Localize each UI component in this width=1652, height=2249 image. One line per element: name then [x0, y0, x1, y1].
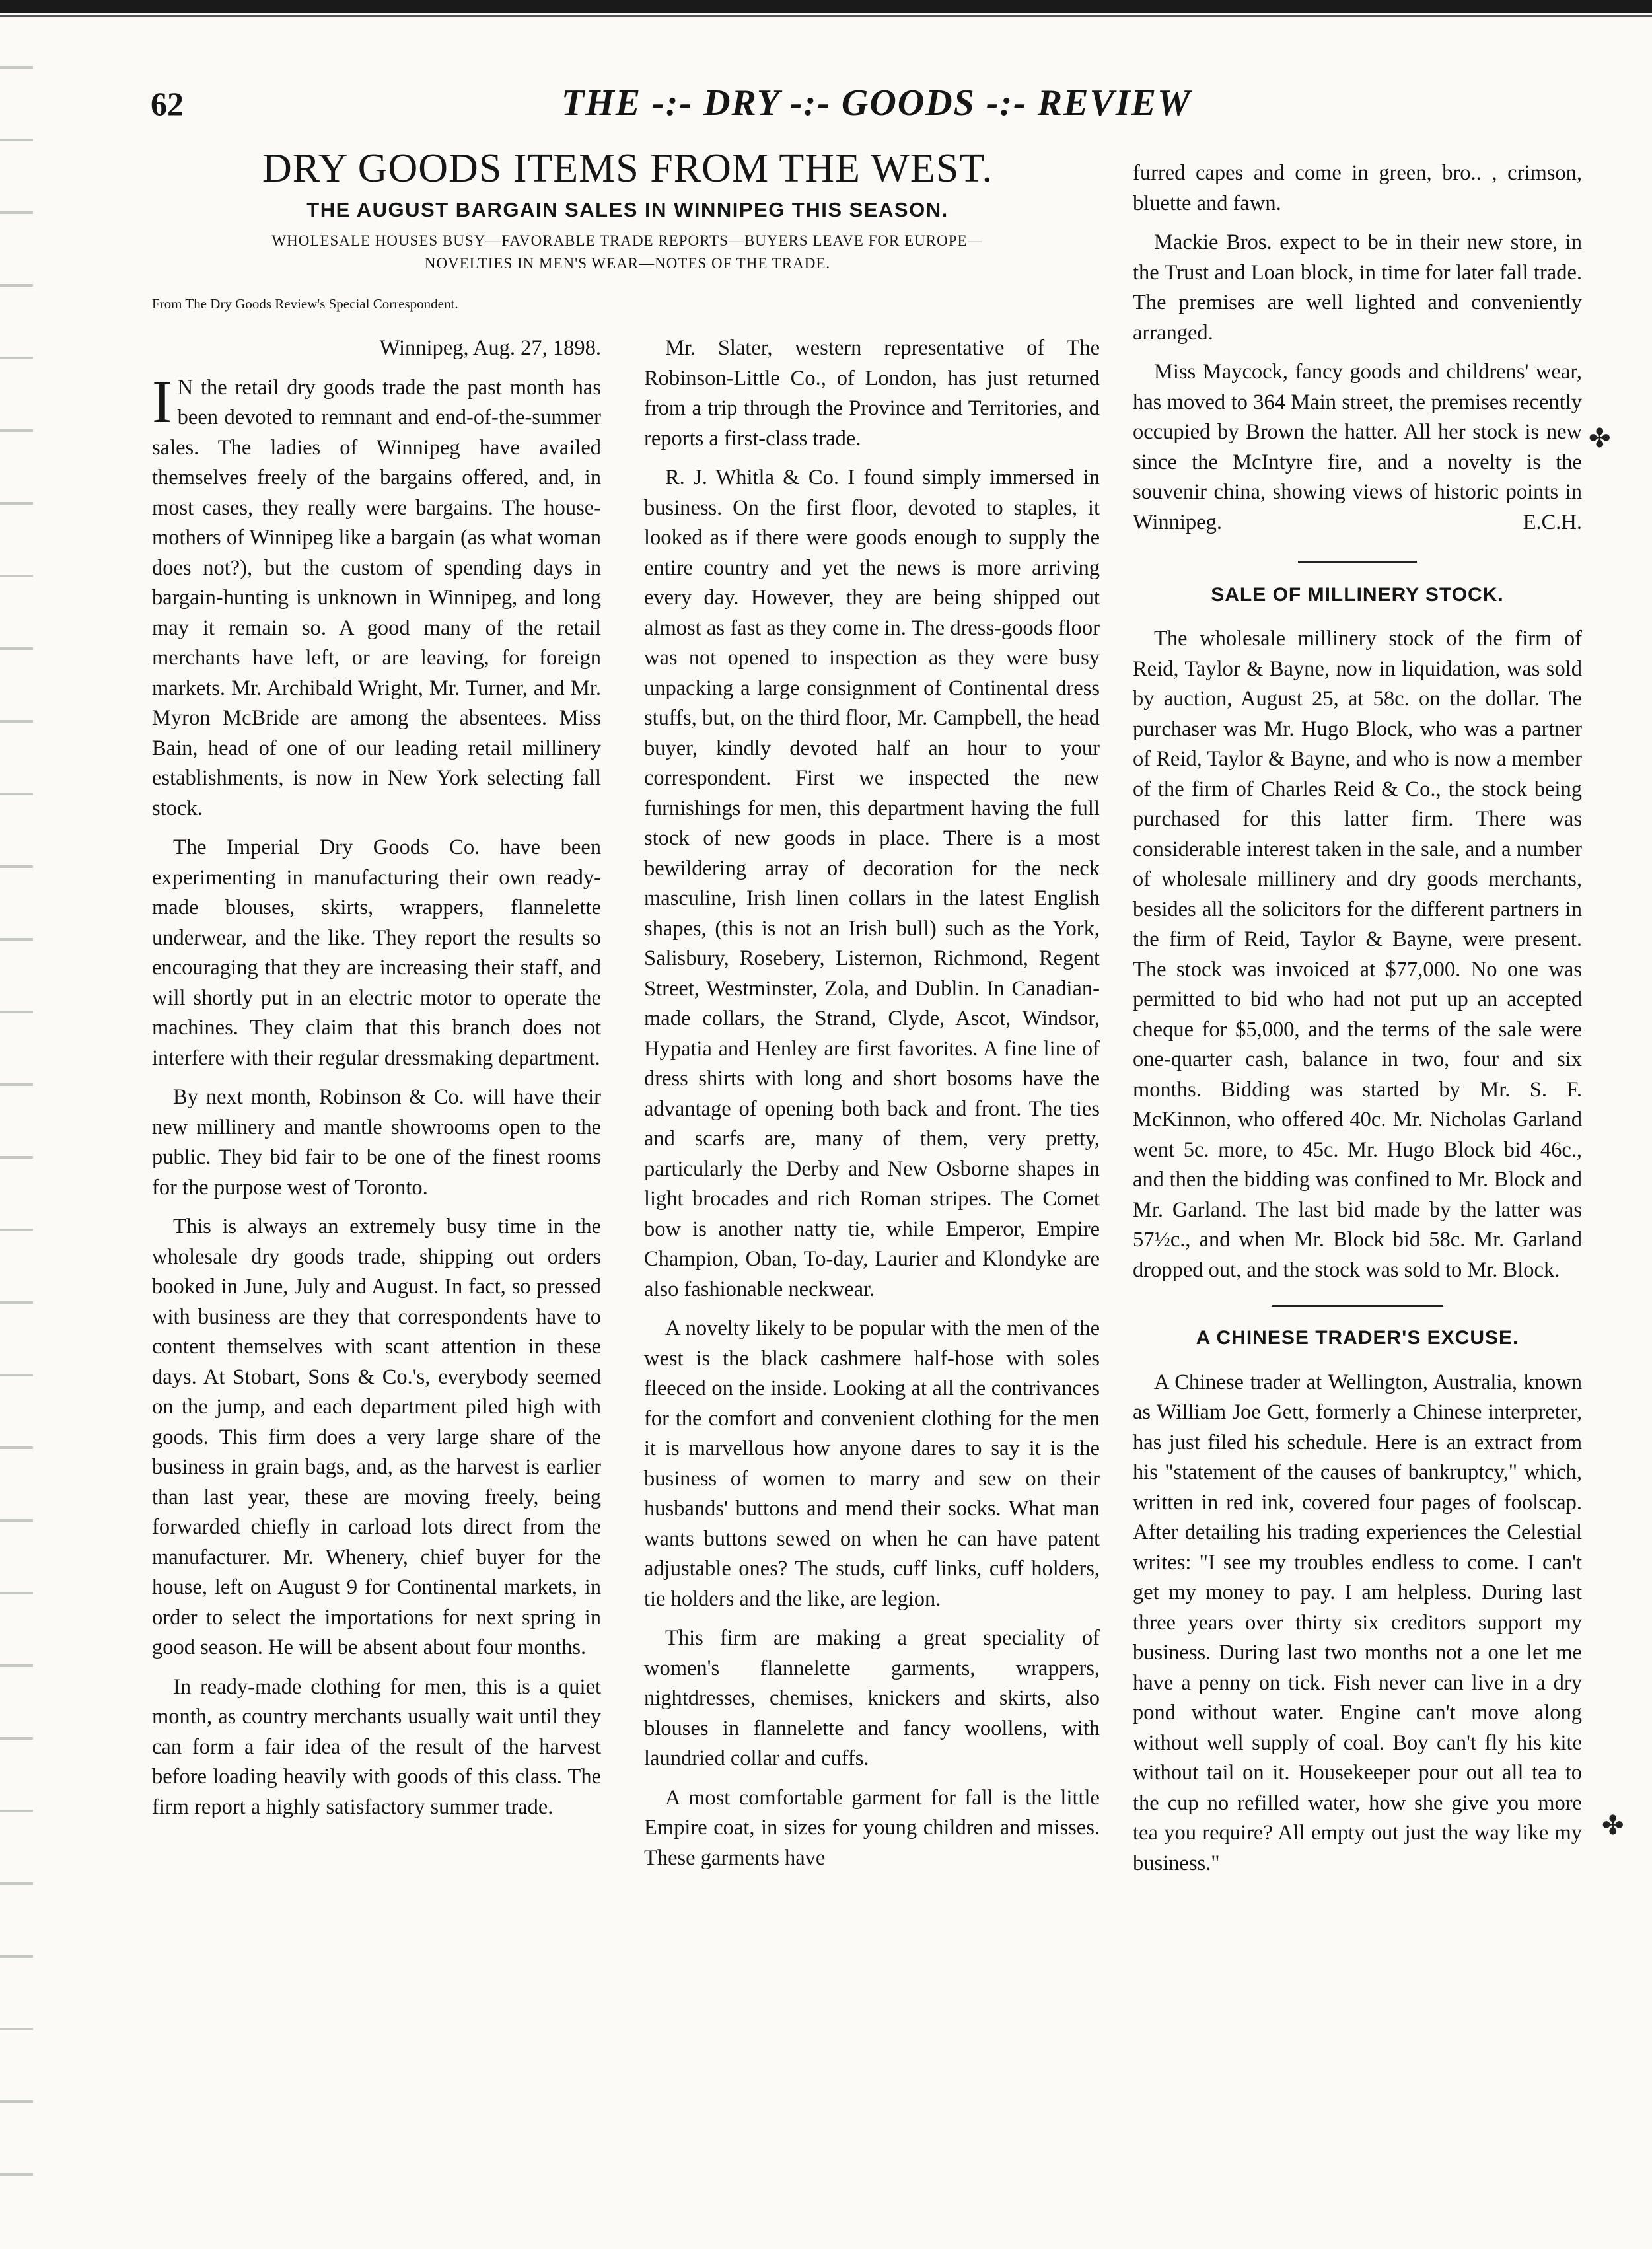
- drop-cap: I: [152, 367, 172, 435]
- column-1: [152, 334, 601, 1832]
- paragraph: A novelty likely to be popular with the men of the west is the black cashmere half-hose with soles fleeced on the inside. Looking at all the contrivances for the comfort and convenient clothing for the men it is marvellous how anyone dares to say it is the business of women to marry and sew on their husbands' buttons and mend their socks. What man wants buttons sewed on when he can have patent adjustable ones? The studs, cuff links, cuff holders, tie holders and the like, are legion.: [644, 1316, 1100, 1611]
- signature: E.C.H.: [1523, 511, 1582, 534]
- paragraph: In ready-made clothing for men, this is a quiet month, as country merchants usually wait until they can form a fair idea of the result of the harvest before loading heavily with goods of this class. The firm report a highly satisfactory summer trade.: [152, 1674, 601, 1819]
- scan-top-border-shadow: [0, 15, 1652, 17]
- paragraph: The Imperial Dry Goods Co. have been experimenting in manufacturing their own ready-made blouses, skirts, wrappers, flannelette underwear, and the like. They report the results so encouraging that they are increasing their staff, and will shortly put in an electric motor to operate the machines. They claim that this branch does not interfere with their regular dressmaking department.: [152, 836, 601, 1070]
- article-title: DRY GOODS ITEMS FROM THE WEST.: [262, 146, 993, 191]
- section-divider: [1298, 561, 1417, 563]
- millinery-heading: SALE OF MILLINERY STOCK.: [1211, 583, 1504, 606]
- paragraph: This firm are making a great speciality of women's flannelette garments, wrappers, nightdresses, chemises, knickers and skirts, also blouses in flannelette and fancy woollens, with laundried collar and cuffs.: [644, 1626, 1100, 1770]
- byline: From The Dry Goods Review's Special Correspondent.: [152, 296, 458, 312]
- paragraph: Mackie Bros. expect to be in their new store, in the Trust and Loan block, in time for later fall trade. The premises are well lighted and conveniently arranged.: [1133, 231, 1582, 345]
- deck-line-2: NOVELTIES IN MEN'S WEAR—NOTES OF THE TRADE.: [424, 255, 831, 271]
- paragraph-opening: [152, 367, 601, 824]
- paragraph: A Chinese trader at Wellington, Australia, known as William Joe Gett, formerly a Chinese interpreter, has just filed his schedule. Here is an extract from his "statement of the causes of bankruptcy," which, written in red ink, covered four pages of foolscap. After detailing his trading experiences the Celestial writes: "I see my troubles endless to come. I can't get my money to pay. I am helpless. During last three years over thirty six creditors support my business. During last two months not a one let me have a penny on tick. Fish never can live in a dry pond without water. Engine can't move along without well supply of coal. Boy can't fly his kite without tail on it. Housekeeper pour out all tea to the cup no refilled water, how she give you more tea you require? All empty out just the way like my business.": [1133, 1370, 1582, 1875]
- deck-line-1: WHOLESALE HOUSES BUSY—FAVORABLE TRADE REPORTS—BUYERS LEAVE FOR EUROPE—: [271, 232, 984, 249]
- opening-text: N the retail dry goods trade the past month has been devoted to remnant and end-of-the-summer sales. The ladies of Winnipeg have availed themselves freely of the bargains offered, and, in most cases, they really were bargains. The house-mothers of Winnipeg like a bargain (as what woman does not?), but the custom of spending days in bargain-hunting is unknown in Winnipeg, and long may it remain so. A good many of the retail merchants have left, or are leaving, for foreign markets. Mr. Archibald Wright, Mr. Turner, and Mr. Myron McBride are among the absentees. Miss Bain, head of one of our leading retail millinery establishments, is now in New York selecting fall stock.: [152, 375, 601, 820]
- ink-blot-icon: ✤: [1589, 423, 1611, 453]
- page-number: 62: [151, 85, 184, 122]
- paragraph: The wholesale millinery stock of the firm of Reid, Taylor & Bayne, now in liquidation, was sold by auction, August 25, at 58c. on the dollar. The purchaser was Mr. Hugo Block, who was a partner of Reid, Taylor & Bayne, and who is now a member of the firm of Charles Reid & Co., the stock being purchased for this latter firm. There was considerable interest taken in the sale, and a number of wholesale millinery and dry goods merchants, besides all the solicitors for the different partners in the firm of Reid, Taylor & Bayne, were present. The stock was invoiced at $77,000. No one was permitted to bid who had not put up an accepted cheque for $5,000, and the terms of the sale were one-quarter cash, balance in two, four and six months. Bidding was started by Mr. S. F. McKinnon, who offered 40c. Mr. Nicholas Garland went 5c. more, to 45c. Mr. Hugo Block bid 46c., and then the bidding was confined to Mr. Block and Mr. Garland. The last bid made by the latter was 57½c., and when Mr. Block bid 58c. Mr. Garland dropped out, and the stock was sold to Mr. Block.: [1133, 627, 1582, 1282]
- paragraph: R. J. Whitla & Co. I found simply immersed in business. On the first floor, devoted to staples, it looked as if there were goods enough to supply the entire country and yet the news is more arriving every day. However, they are being shipped out almost as fast as they come in. The dress-goods floor was not opened to inspection as they were busy unpacking a large consignment of Continental dress stuffs, but, on the third floor, Mr. Campbell, the head buyer, kindly devoted half an hour to your correspondent. First we inspected the new furnishings for men, this department having the full stock of new goods in place. There is a most bewildering array of decoration for the neck masculine, Irish linen collars in the latest English shapes, (this is not an Irish bull) such as the York, Salisbury, Rosebery, Listernon, Richmond, Regent Street, Westminster, Zola, and Dublin. In Canadian-made collars, the Strand, Clyde, Ascot, Windsor, Hypatia and Henley are first favorites. A fine line of dress shirts with long and short bosoms have the advantage of opening both back and front. The ties and scarfs are, many of them, very pretty, particularly the Derby and New Osborne shapes in light brocades and rich Roman stripes. The Comet bow is another natty tie, while Emperor, Empire Champion, Oban, To-day, Laurier and Klondyke are also fashionable neckwear.: [644, 466, 1100, 1301]
- scan-top-border: [0, 0, 1652, 13]
- running-head: THE -:- DRY -:- GOODS -:- REVIEW: [561, 83, 1192, 124]
- paragraph: furred capes and come in green, bro.. , crimson, bluette and fawn.: [1133, 161, 1582, 215]
- ink-blot-icon: ✤: [1602, 1810, 1624, 1840]
- dateline: Winnipeg, Aug. 27, 1898.: [379, 336, 601, 360]
- column-2: [644, 334, 1100, 1882]
- section-divider: [1272, 1305, 1443, 1307]
- chinese-trader-heading: A CHINESE TRADER'S EXCUSE.: [1196, 1327, 1519, 1349]
- paragraph: This is always an extremely busy time in the wholesale dry goods trade, shipping out orders booked in June, July and August. In fact, so pressed with business are they that correspondents have to content themselves with scant attention in these days. At Stobart, Sons & Co.'s, everybody seemed on the jump, and each department piled high with goods. This firm does a very large share of the business in grain bags, and, as the harvest is earlier than last year, these are moving freely, being forwarded chiefly in carload lots direct from the manufacturer. Mr. Whenery, chief buyer for the house, left on August 9 for Continental markets, in order to select the importations for next spring in good season. He will be absent about four months.: [152, 1215, 601, 1659]
- paragraph: A most comfortable garment for fall is the little Empire coat, in sizes for young children and misses. These garments have: [644, 1785, 1100, 1870]
- paragraph: Mr. Slater, western representative of The Robinson-Little Co., of London, has just returned from a trip through the Province and Territories, and reports a first-class trade.: [644, 336, 1100, 450]
- scan-left-margin-artifacts: [0, 40, 33, 2219]
- paragraph: Miss Maycock, fancy goods and childrens' wear, has moved to 364 Main street, the premises recently occupied by Brown the hatter. All her stock is new since the McIntyre fire, and a novelty is the souvenir china, showing views of historic points in Winnipeg.: [1133, 360, 1582, 534]
- column-3: [1133, 159, 1582, 1888]
- article-deck: [152, 230, 1103, 275]
- paragraph: By next month, Robinson & Co. will have their new millinery and mantle showrooms open to the public. They bid fair to be one of the finest rooms for the purpose west of Toronto.: [152, 1085, 601, 1199]
- article-subtitle: THE AUGUST BARGAIN SALES IN WINNIPEG THIS SEASON.: [306, 198, 949, 221]
